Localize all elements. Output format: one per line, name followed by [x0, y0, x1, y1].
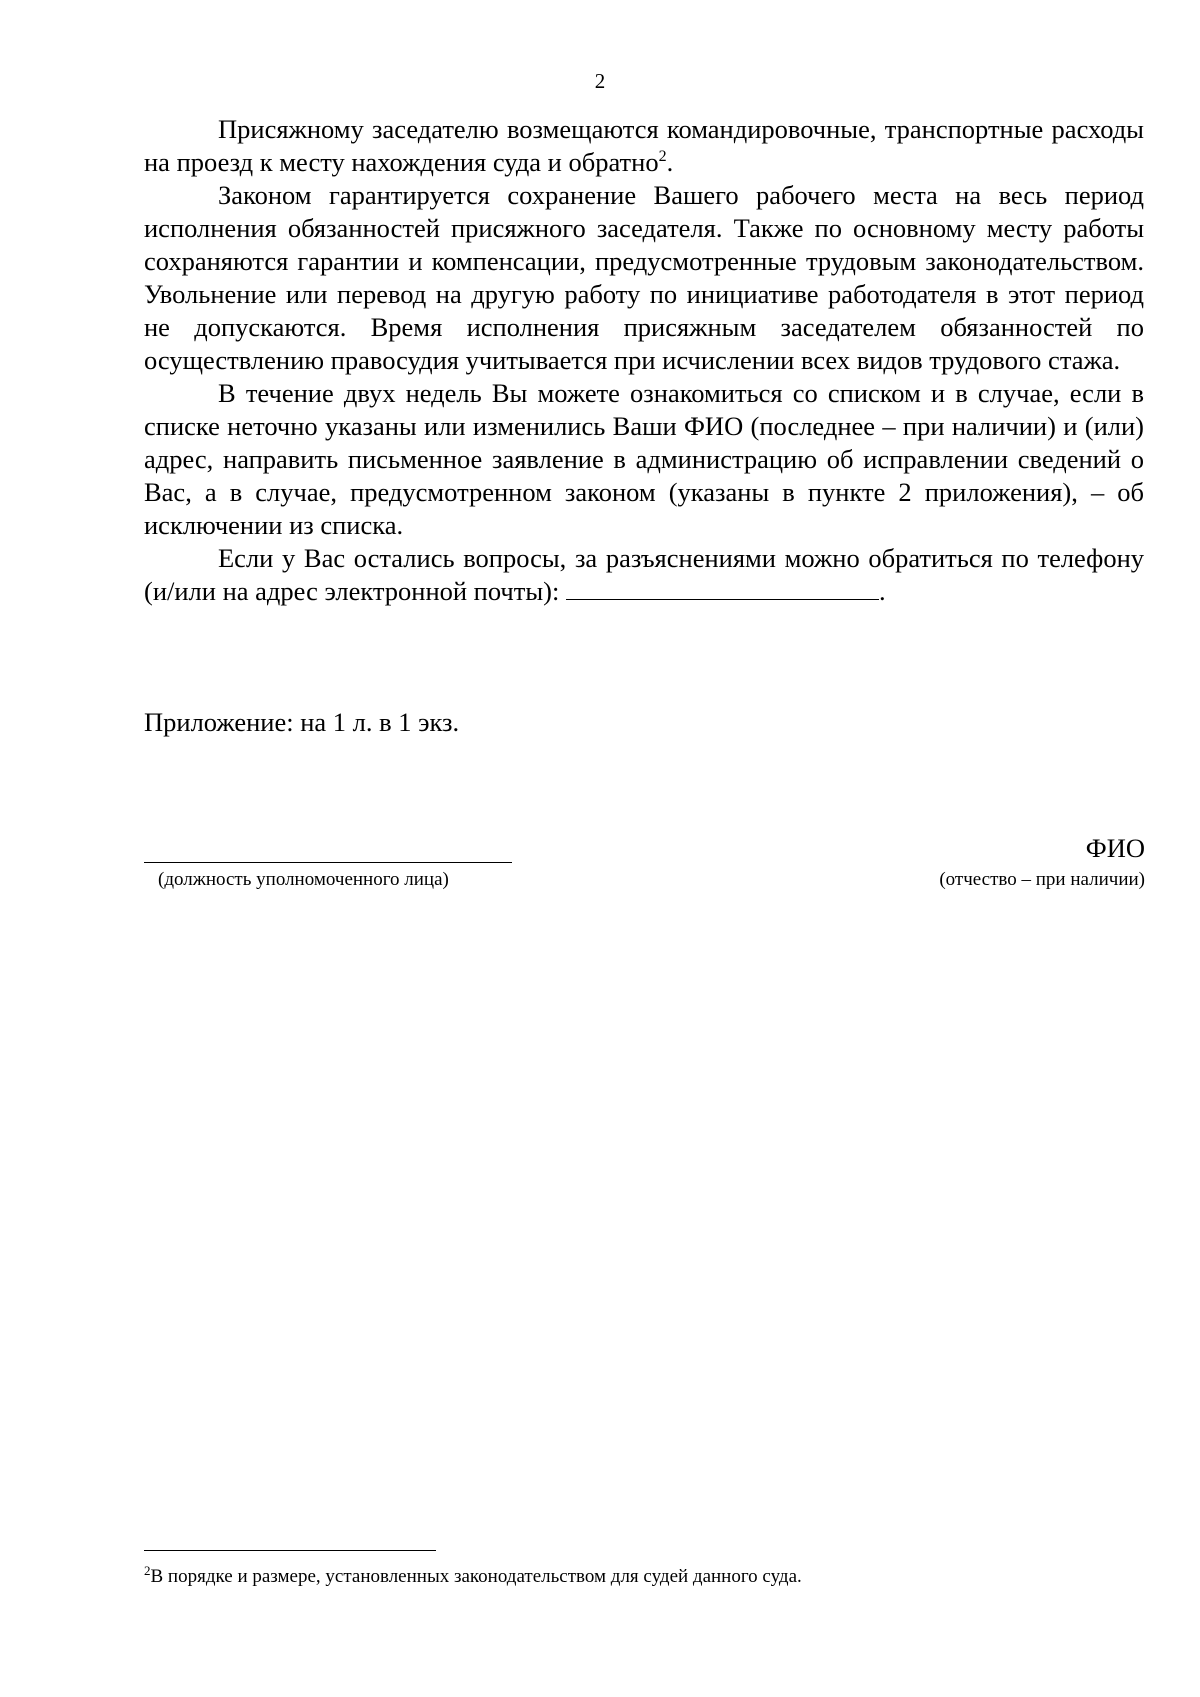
attachment-note: Приложение: на 1 л. в 1 экз.	[144, 707, 460, 737]
footnote-separator	[144, 1550, 436, 1551]
paragraph-expenses-text: Присяжному заседателю возмещаются командировочные, транспортные расходы на проезд к месту нахождения суда и обратно	[144, 114, 1144, 177]
letter-body	[144, 113, 1144, 608]
page-number: 2	[594, 69, 606, 93]
paragraph-contacts	[144, 542, 1144, 608]
signatory-name: ФИО	[1085, 833, 1145, 863]
paragraph-expenses	[144, 113, 1144, 179]
paragraph-guarantees: Законом гарантируется сохранение Вашего рабочего места на весь период исполнения обязанностей присяжного заседателя. Также по основному месту работы сохраняются гарантии и компенсации, предусмотренные трудовым законодательством. Увольнение или перевод на другую работу по инициативе работодателя в этот период не допускаются. Время исполнения присяжным заседателем обязанностей по осуществлению правосудия учитывается при исчислении всех видов трудового стажа.	[144, 180, 1144, 375]
name-caption: (отчество – при наличии)	[939, 869, 1145, 890]
footnote-reference[interactable]: 2	[658, 148, 667, 165]
footnote-text: В порядке и размере, установленных законодательством для судей данного суда.	[150, 1566, 802, 1587]
contact-blank-line	[566, 575, 879, 600]
paragraph-contacts-ending: .	[878, 576, 886, 606]
paragraph-contacts-text: Если у Вас остались вопросы, за разъяснениями можно обратиться по телефону (и/или на адрес электронной почты):	[144, 543, 1144, 606]
position-caption: (должность уполномоченного лица)	[158, 869, 449, 890]
signature-position-line	[144, 862, 512, 863]
footnote-marker: 2	[144, 1563, 151, 1578]
paragraph-list-review: В течение двух недель Вы можете ознакомиться со списком и в случае, если в списке неточно указаны или изменились Ваши ФИО (последнее – при наличии) и (или) адрес, направить письменное заявление в администрацию об исправлении сведений о Вас, а в случае, предусмотренном законом (указаны в пункте 2 приложения), – об исключении из списка.	[144, 378, 1144, 540]
footnote	[144, 1563, 802, 1588]
paragraph-expenses-ending: .	[666, 147, 674, 177]
